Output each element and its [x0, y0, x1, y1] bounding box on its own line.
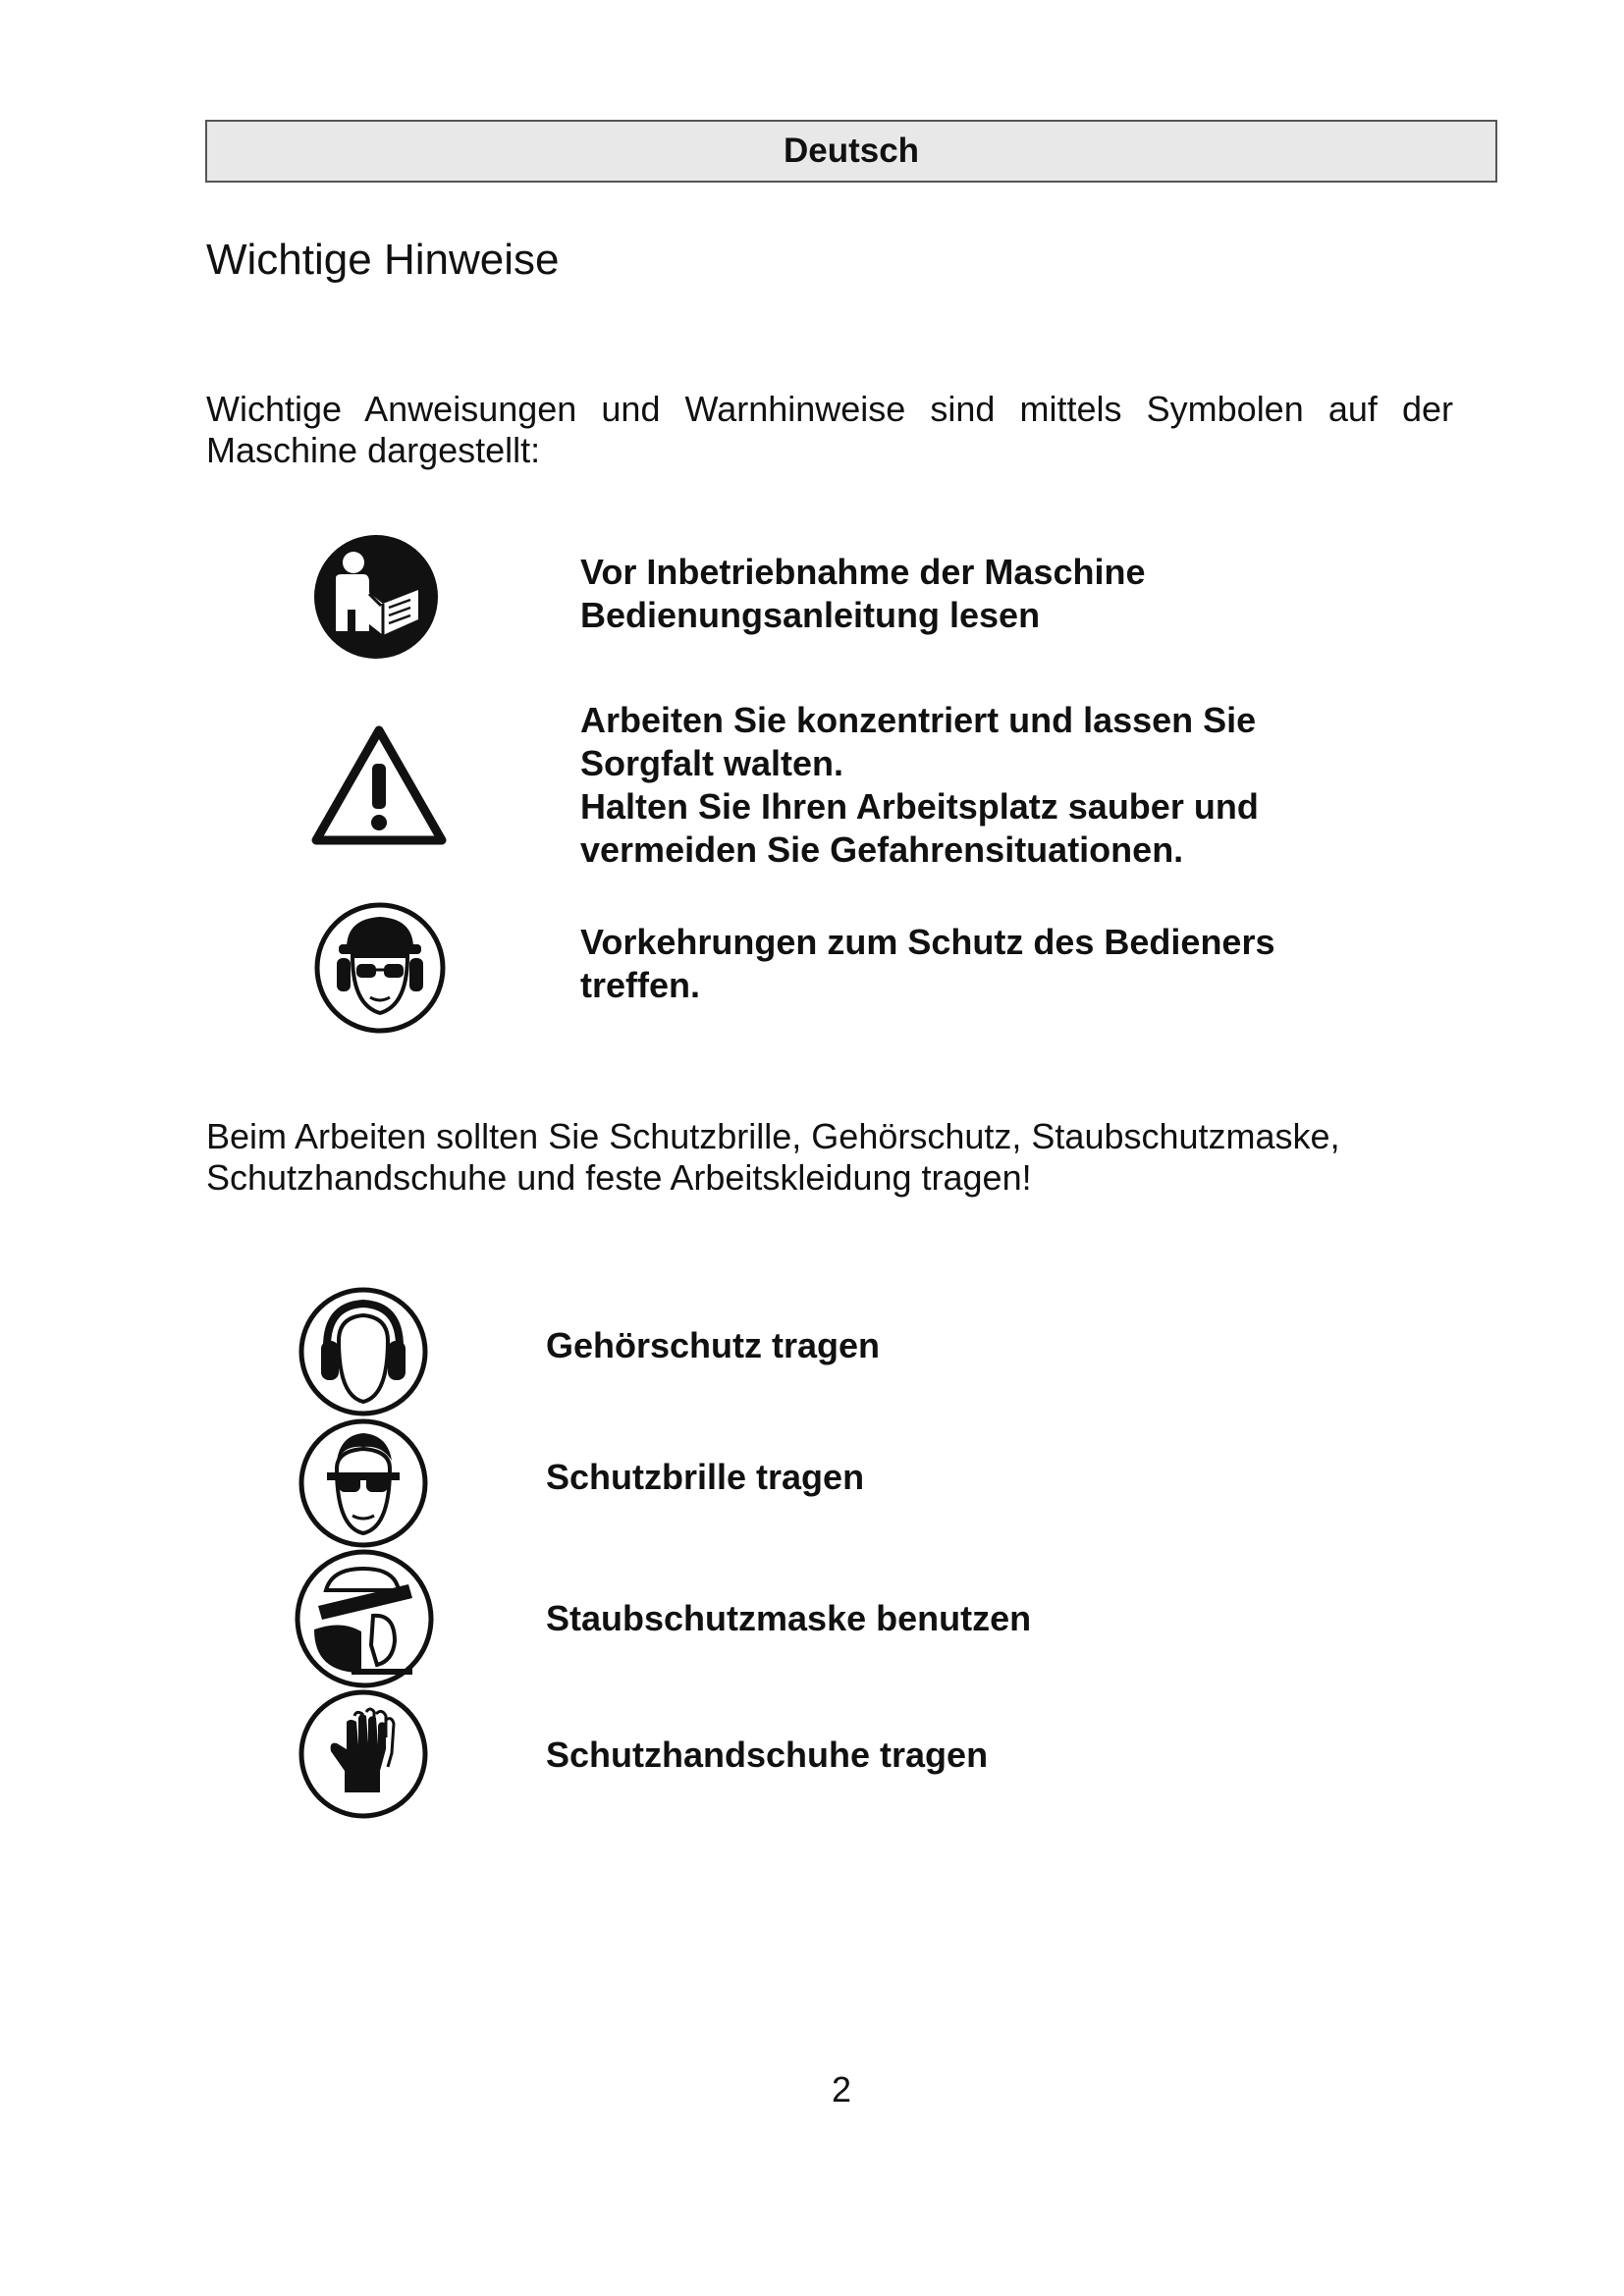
page-title: Wichtige Hinweise — [206, 236, 560, 284]
gloves-icon — [298, 1688, 429, 1820]
ear-protection-icon — [298, 1286, 429, 1417]
note-operator-protection — [580, 921, 1274, 1007]
note-line: Arbeiten Sie konzentriert und lassen Sie — [580, 700, 1257, 740]
language-label: Deutsch — [783, 132, 920, 170]
paragraph-line: Schutzhandschuhe und feste Arbeitskleidung tragen! — [206, 1157, 1032, 1198]
note-warning — [580, 699, 1259, 872]
note-read-manual — [580, 551, 1145, 637]
intro-line-2: Maschine dargestellt: — [206, 430, 541, 470]
note-line: Halten Sie Ihren Arbeitsplatz sauber und — [580, 786, 1259, 827]
intro-line-1: Wichtige Anweisungen und Warnhinweise sind mittels Symbolen auf der — [206, 389, 1453, 429]
safety-glasses-icon — [298, 1417, 429, 1549]
ppe-label-ear-protection: Gehörschutz tragen — [546, 1325, 881, 1365]
ppe-label-safety-glasses: Schutzbrille tragen — [546, 1457, 865, 1497]
paragraph-line: Beim Arbeiten sollten Sie Schutzbrille, Gehörschutz, Staubschutzmaske, — [206, 1116, 1340, 1156]
dust-mask-icon — [293, 1547, 436, 1690]
ppe-paragraph — [206, 1116, 1483, 1199]
language-header — [205, 120, 1497, 183]
note-line: Bedienungsanleitung lesen — [580, 595, 1041, 635]
operator-protection-icon — [313, 901, 447, 1035]
note-line: Sorgfalt walten. — [580, 743, 844, 783]
ppe-label-dust-mask: Staubschutzmaske benutzen — [546, 1598, 1032, 1638]
page-number: 2 — [831, 2069, 852, 2109]
ppe-label-gloves: Schutzhandschuhe tragen — [546, 1735, 989, 1775]
note-line: vermeiden Sie Gefahrensituationen. — [580, 829, 1184, 870]
note-line: Vorkehrungen zum Schutz des Bedieners — [580, 922, 1275, 962]
read-manual-icon — [312, 533, 440, 661]
note-line: treffen. — [580, 965, 701, 1005]
note-line: Vor Inbetriebnahme der Maschine — [580, 552, 1146, 592]
intro-text — [206, 389, 1453, 471]
warning-triangle-icon — [310, 724, 448, 846]
